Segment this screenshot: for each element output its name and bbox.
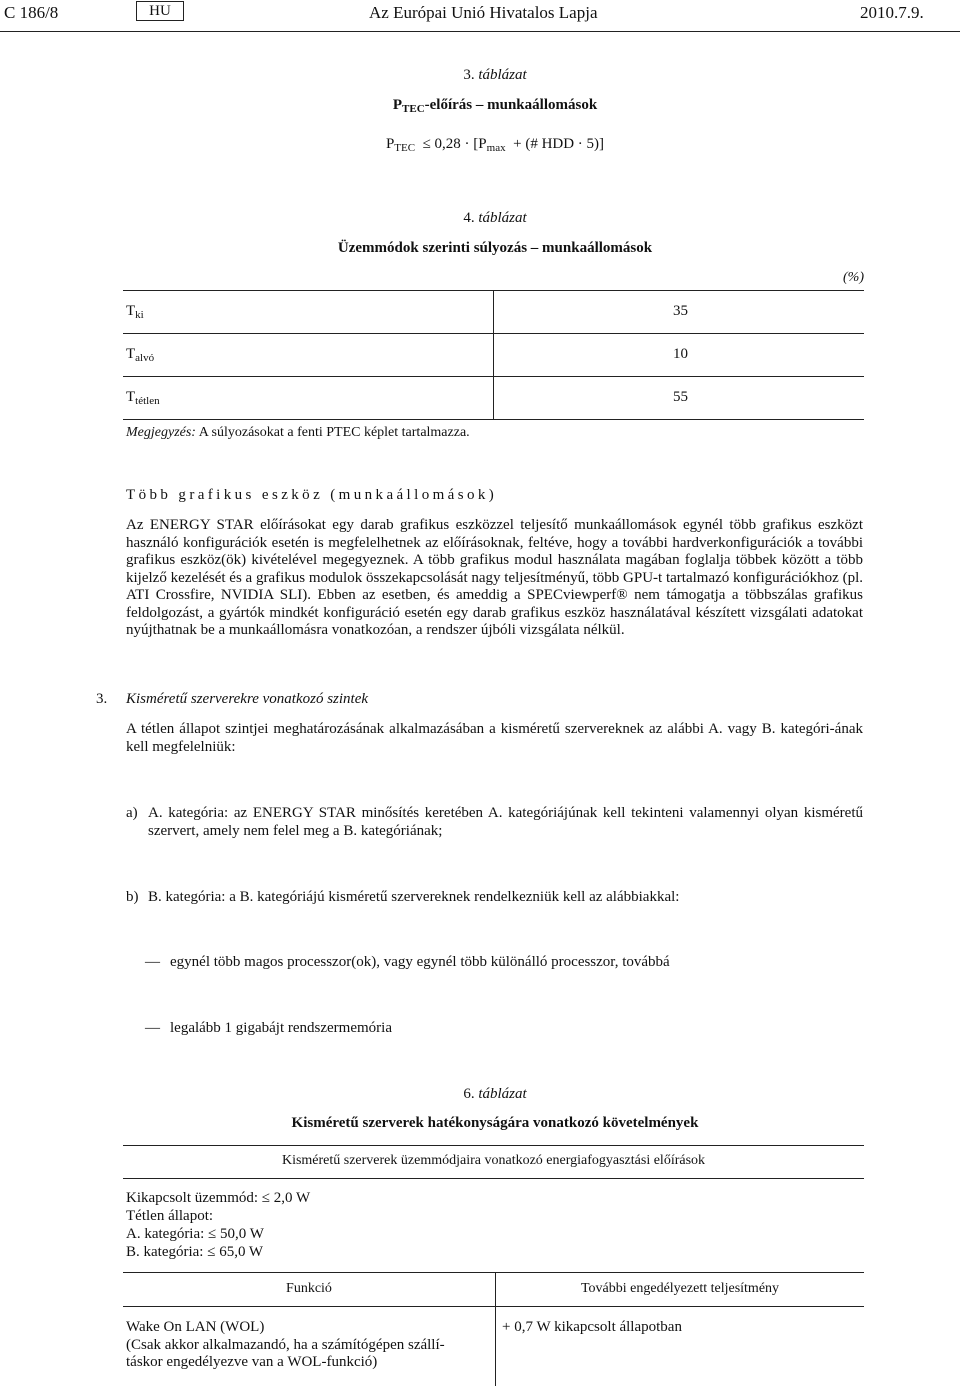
table4-rule-bottom (123, 419, 864, 420)
table4-row-label: $T_{tétlen}$ (126, 389, 160, 407)
col-header-allowance: További engedélyezett teljesítmény (580, 1281, 780, 1296)
section3-intro: A tétlen állapot szintjei meghatározásának alkalmazásában a kisméretű szervereknek az alábbi A. vagy B. kategóri-ának kell megfelelniük: (126, 721, 863, 755)
page-reference: C 186/8 (4, 3, 59, 22)
table6-rule-top (123, 1145, 864, 1146)
table4-note: Megjegyzés: A súlyozásokat a fenti PTEC képlet tartalmazza. (126, 425, 470, 440)
section3-number: 3. (96, 691, 108, 707)
col-header-function: Funkció (286, 1281, 332, 1296)
row-function-line: (Csak akkor alkalmazandó, ha a számítógépen szállí- (126, 1336, 445, 1353)
item-a-label: a) (126, 805, 138, 821)
table4-divider (493, 290, 494, 419)
table4-title: Üzemmódok szerinti súlyozás – munkaállomások (337, 240, 653, 256)
row-function-line: táskor engedélyezve van a WOL-funkció) (126, 1354, 378, 1370)
header-rule (0, 31, 960, 32)
req-line-cat-b: B. kategória: ≤ 65,0 W (126, 1244, 264, 1260)
table6-caption: 6. táblázat (463, 1086, 527, 1102)
language-badge: HU (136, 1, 184, 21)
publication-date: 2010.7.9. (860, 3, 924, 22)
req-line-idle: Tétlen állapot: (126, 1208, 214, 1224)
journal-title: Az Európai Unió Hivatalos Lapja (369, 3, 598, 22)
table4-unit: (%) (843, 270, 864, 285)
req-line-off: Kikapcsolt üzemmód: ≤ 2,0 W (126, 1190, 311, 1206)
table4-caption: 4. táblázat (463, 210, 527, 226)
item-b-label: b) (126, 889, 139, 905)
table6-rule (123, 1178, 864, 1179)
ptec-formula: $P_{TEC} \le 0,28 \cdot [P_{max}$ + (# HDD · 5)] (385, 136, 605, 154)
table6-rule (123, 1272, 864, 1273)
dash-bullet: — (145, 954, 160, 970)
section3-title: Kisméretű szerverekre vonatkozó szintek (126, 691, 369, 707)
item-b-text: B. kategória: a B. kategóriájú kisméretű szervereknek rendelkezniük kell az alábbiakkal: (148, 889, 680, 905)
table6-requirements (126, 1189, 310, 1261)
row-value-wol: + 0,7 W kikapcsolt állapotban (502, 1319, 682, 1335)
table4-row-label: $T_{ki}$ (126, 303, 144, 321)
bullet-text: legalább 1 gigabájt rendszermemória (170, 1020, 392, 1036)
table6-divider (495, 1272, 496, 1386)
bullet-text: egynél több magos processzor(ok), vagy egynél több különálló processzor, továbbá (170, 954, 670, 970)
table6-subheader: Kisméretű szerverek üzemmódjaira vonatkozó energiafogyasztási előírások (281, 1153, 706, 1168)
req-line-cat-a: A. kategória: ≤ 50,0 W (126, 1226, 264, 1242)
table3-title: $P_{TEC}$-előírás – munkaállomások (392, 97, 598, 115)
table4-row-value: 55 (673, 389, 688, 405)
section-heading-graphics: Több grafikus eszköz (munkaállomások) (126, 487, 498, 503)
table4-row-value: 10 (673, 346, 688, 362)
dash-bullet: — (145, 1020, 160, 1036)
table3-caption: 3. táblázat (463, 67, 527, 83)
row-function-line: Wake On LAN (WOL) (126, 1319, 265, 1335)
table4-row-value: 35 (673, 303, 688, 319)
item-a-text: A. kategória: az ENERGY STAR minősítés keretében A. kategóriájúnak kell tekinteni valamennyi olyan kisméretű szervert, amely nem felel meg a B. kategóriának; (148, 805, 863, 839)
table6-rule (123, 1306, 864, 1307)
graphics-paragraph: Az ENERGY STAR előírásokat egy darab grafikus eszközzel teljesítő munkaállomások egynél több grafikus eszközt használó konfigurációk esetén is megfelelhetnek az előírásoknak, feltéve, hogy a további hardverkonfigurációk a további grafikus eszköz(ök) kivételével megegyeznek. A több grafikus modul használata magában foglalja többek között a több kijelző kezelését és a grafikus modulok összekapcsolását nagy teljesítményű, több GPU-t tartalmazó konfigurációkhoz (pl. ATI Crossfire, NVIDIA SLI). Ebben az esetben, és ameddig a SPECviewperf® nem támogatja a többszálas grafikus feldolgozást, a gyártók mindkét konfiguráció esetén egy darab grafikus eszköz használatával készített vizsgálati adatokat nyújthatnak be a munkaállomásra vonatkozóan, a rendszer újbóli vizsgálata nélkül. (126, 517, 863, 638)
row-function-wol (126, 1319, 488, 1372)
table6-title: Kisméretű szerverek hatékonyságára vonatkozó követelmények (291, 1115, 699, 1131)
table4-row-label: $T_{alvó}$ (126, 346, 155, 364)
